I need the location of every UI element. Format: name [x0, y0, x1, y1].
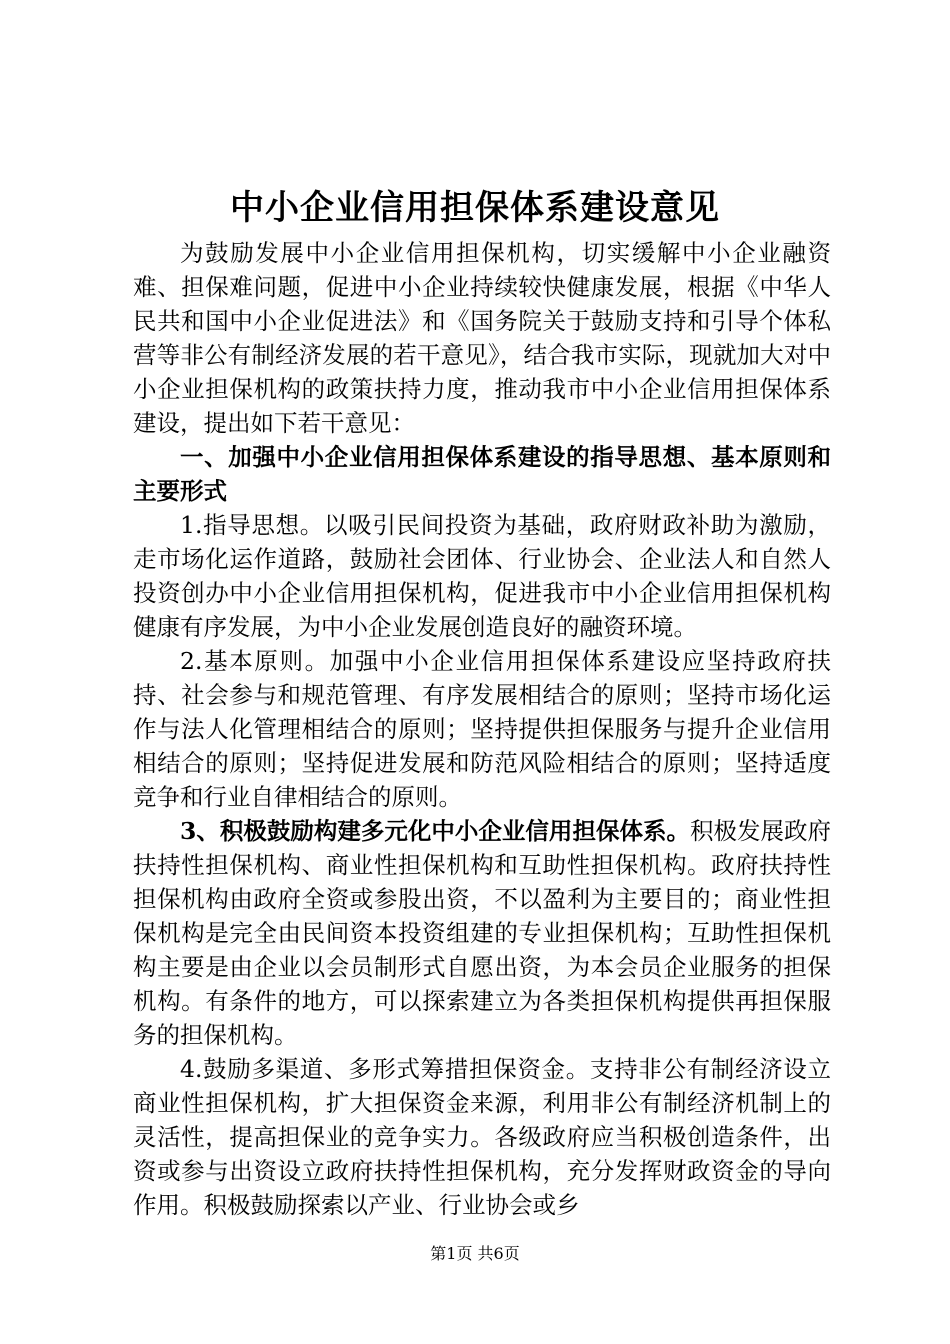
paragraph-guiding-ideology [133, 508, 831, 644]
paragraph-text: 积极发展政府扶持性担保机构、商业性担保机构和互助性担保机构。政府扶持性担保机构由政府全资或参股出资，不以盈利为主要目的；商业性担保机构是完全由民间资本投资组建的专业担保机构；互助性担保机构主要是由企业以会员制形式自愿出资，为本会员企业服务的担保机构。有条件的地方，可以探索建立为各类担保机构提供再担保服务的担保机构。 [133, 817, 831, 1049]
paragraph-basic-principles [133, 644, 831, 814]
section-heading-1 [133, 440, 831, 508]
paragraph-text: 2.基本原则。加强中小企业信用担保体系建设应坚持政府扶持、社会参与和规范管理、有序发展相结合的原则；坚持市场化运作与法人化管理相结合的原则；坚持提供担保服务与提升企业信用相结合的原则；坚持促进发展和防范风险相结合的原则；坚持适度竞争和行业自律相结合的原则。 [133, 647, 831, 811]
document-title: 中小企业信用担保体系建设意见 [230, 188, 720, 228]
paragraph-text: 1.指导思想。以吸引民间投资为基础，政府财政补助为激励，走市场化运作道路，鼓励社会团体、行业协会、企业法人和自然人投资创办中小企业信用担保机构，促进我市中小企业信用担保机构健康有序发展，为中小企业发展创造良好的融资环境。 [133, 511, 831, 641]
paragraph-bold-lead: 3、积极鼓励构建多元化中小企业信用担保体系。 [180, 817, 690, 845]
paragraph-diversified-system [133, 814, 831, 1052]
paragraph-fund-raising [133, 1052, 831, 1222]
heading-text: 一、加强中小企业信用担保体系建设的指导思想、基本原则和主要形式 [133, 443, 831, 505]
page-footer: 第1页 共6页 [430, 1244, 520, 1263]
intro-paragraph [133, 236, 831, 440]
document-body [133, 236, 831, 1222]
paragraph-text: 4.鼓励多渠道、多形式筹措担保资金。支持非公有制经济设立商业性担保机构，扩大担保资金来源，利用非公有制经济机制上的灵活性，提高担保业的竞争实力。各级政府应当积极创造条件，出资或参与出资设立政府扶持性担保机构，充分发挥财政资金的导向作用。积极鼓励探索以产业、行业协会或乡 [133, 1055, 831, 1219]
paragraph-text: 为鼓励发展中小企业信用担保机构，切实缓解中小企业融资难、担保难问题，促进中小企业持续较快健康发展，根据《中华人民共和国中小企业促进法》和《国务院关于鼓励支持和引导个体私营等非公有制经济发展的若干意见》，结合我市实际，现就加大对中小企业担保机构的政策扶持力度，推动我市中小企业信用担保体系建设，提出如下若干意见： [133, 239, 831, 437]
